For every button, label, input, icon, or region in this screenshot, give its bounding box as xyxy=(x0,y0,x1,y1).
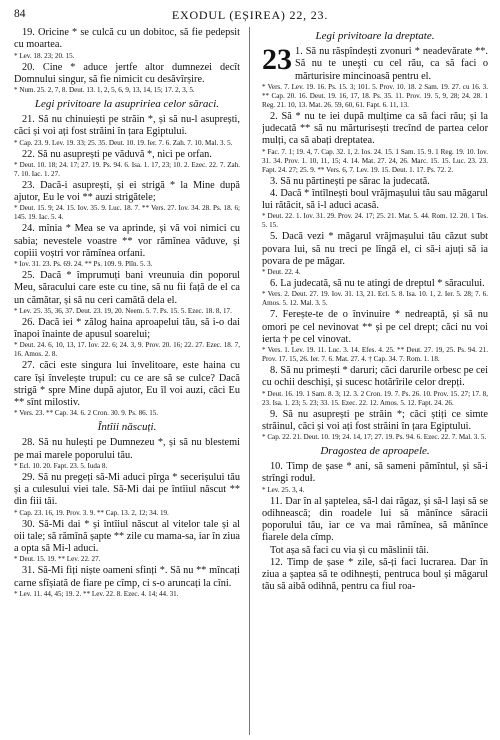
right-column xyxy=(262,27,488,735)
cross-reference: * Cap. 23. 9. Lev. 19. 33; 25. 35. Deut. 10. 19. Ier. 7. 6. Zah. 7. 10. Mal. 3. 5. xyxy=(14,138,233,147)
verse: 12. Timp de șase * zile, să-ți faci lucrarea. Dar în ziua a șaptea să te odihnești, pentruca boul și măgarul tău să aibă odihnă, pentru ca fiul roa- xyxy=(262,556,488,593)
cross-reference: * Lev. 11. 44, 45; 19. 2. ** Lev. 22. 8. Ezec. 4. 14; 44. 31. xyxy=(14,589,179,598)
cross-reference: * Vers. 7. Lev. 19. 16. Ps. 15. 3; 101. 5. Prov. 10. 18. 2 Sam. 19. 27. cu 16. 3. ** Cap. 20. 16. Deut. 19. 16, 17, 18. Ps. 35. 11. Prov. 19. 5, 9, 28; 24. 28. 1 Reg. 21. 10, 13. Mat. 26. 59, 60, 61. Fapt. 6. 11, 13. xyxy=(262,82,488,109)
cross-reference: * Deut. 10. 18; 24. 17; 27. 19. Ps. 94. 6. Isa. 1. 17, 23; 10. 2. Ezec. 22. 7. Zah. 7. 10. Iac. 1. 27. xyxy=(14,160,240,178)
verse: 9. Să nu asuprești pe străin *; căci știți ce simte străinul, căci și voi ați fost străini în țara Egiptului. xyxy=(262,408,488,432)
verse: 11. Dar în al șaptelea, să-l dai răgaz, și să-l lași să se odihnească; din roadele lui să mănînce săracii poporului tău, iar ce va mai rămînea, să mănînce fiarele dela cîmp. xyxy=(262,495,488,544)
cross-reference: * Lev. 25. 35, 36, 37. Deut. 23. 19, 20. Neem. 5. 7. Ps. 15. 5. Ezec. 18. 8, 17. xyxy=(14,306,232,315)
chapter-number: 23 xyxy=(262,43,292,76)
cross-reference: * Deut. 22. 1. Iov. 31. 29. Prov. 24. 17; 25. 21. Mat. 5. 44. Rom. 12. 20. 1 Tes. 5. 15. xyxy=(262,212,488,230)
cross-reference: * Iov. 31. 23. Ps. 69. 24. ** Ps. 109. 9. Plîn. 5. 3. xyxy=(14,260,153,268)
verse: 26. Dacă iei * zălog haina aproapelui tău, să i-o dai înapoi înainte de apusul soarelui; xyxy=(14,316,240,340)
cross-reference: * Fac. 7. 1; 19. 4, 7. Cap. 32. 1, 2. Ios. 24. 15. 1 Sam. 15. 9. 1 Reg. 19. 10. Iov. 31. 34. Prov. 1. 10, 11, 15; 4. 14. Mat. 27. 24, 26. Marc. 15. 15. Luc. 23. 23. Fapt. 24. 27; 25. 9. ** Vers. 6, 7. Lev. 19. 15. Deut. 1. 17. Ps. 72. 2. xyxy=(262,147,488,174)
section-heading: Dragostea de aproapele. xyxy=(320,445,430,457)
verse: 27. căci este singura lui învelitoare, este haina cu care își învelește trupul: cu ce are să se culce? Dacă strigă * spre Mine după ajutor, Eu îl voi auzi, căci Eu ** sînt milostiv. xyxy=(14,360,240,408)
cross-reference: * Deut. 15. 9; 24. 15. Iov. 35. 9. Luc. 18. 7. ** Vers. 27. Iov. 34. 28. Ps. 18. 6; 145. 19. Iac. 5. 4. xyxy=(14,204,240,222)
verse: 25. Dacă * împrumuți bani vreunuia din poporul Meu, săracului care este cu tine, să nu fii față de el ca un cămătar, și să nu ceri camătă dela el. xyxy=(14,270,240,306)
cross-reference: * Vers. 2. Deut. 27. 19. Iov. 31. 13, 21. Ecl. 5. 8. Isa. 10. 1, 2. Ier. 5. 28; 7. 6. Amos. 5. 12. Mal. 3. 5. xyxy=(262,290,488,308)
cross-reference: * Lev. 25. 3, 4. xyxy=(262,485,305,494)
cross-reference: * Lev. 18. 23; 20. 15. xyxy=(14,51,75,60)
cross-reference: * Deut. 24. 6, 10, 13, 17. Iov. 22. 6; 24. 3, 9. Prov. 20. 16; 22. 27. Ezec. 18. 7, 16. Amos. 2. 8. xyxy=(14,341,240,359)
cross-reference: * Num. 25. 2, 7, 8. Deut. 13. 1, 2, 5, 6, 9, 13, 14, 15; 17. 2, 3, 5. xyxy=(14,86,195,94)
left-column xyxy=(14,27,240,735)
verse: 23. Dacă-i asuprești, și ei strigă * la Mine după ajutor, Eu le voi ** auzi strigătele; xyxy=(14,179,240,203)
verse: 22. Să nu asuprești pe văduvă *, nici pe orfan. xyxy=(22,148,212,160)
verse: 8. Să nu primești * daruri; căci darurile orbesc pe cei cu ochii deschiși, și sucesc hotărîrile celor drepți. xyxy=(262,365,488,389)
verse: 10. Timp de șase * ani, să sameni pămîntul, și să-i strîngi roduł. xyxy=(262,461,488,485)
page-header xyxy=(14,8,486,24)
cross-reference: * Cap. 22. 21. Deut. 10. 19; 24. 14, 17; 27. 19. Ps. 94. 6. Ezec. 22. 7. Mal. 3. 5. xyxy=(262,433,487,441)
chapter-opening-verse xyxy=(262,43,488,83)
verse: 21. Să nu chinuiești pe străin *, și să nu-l asuprești, căci și voi ați fost străini în țara Egiptului. xyxy=(14,114,240,138)
cross-reference: * Deut. 15. 19. ** Lev. 22. 27. xyxy=(14,555,101,564)
verse: 3. Să nu părtinești pe sărac la judecată. xyxy=(270,175,430,187)
verse: 19. Oricine * se culcă cu un dobitoc, să fie pedepsit cu moartea. xyxy=(14,27,240,51)
verse: 4. Dacă * întîlnești boul vrăjmașului tău sau măgarul lui rătăcit, să i-l aduci acasă. xyxy=(262,187,488,211)
running-head: EXODUL (EȘIREA) 22, 23. xyxy=(171,8,329,22)
column-divider xyxy=(249,27,250,735)
cross-reference: * Deut. 16. 19. 1 Sam. 8. 3; 12. 3. 2 Cron. 19. 7. Ps. 26. 10. Prov. 15. 27; 17. 8, 23. Isa. 1. 23; 5. 23; 33. 15. Ezec. 22. 12. Amos. 5. 12. Fapt. 24. 26. xyxy=(262,389,488,407)
cross-reference: * Vers. 1. Lev. 19. 11. Luc. 3. 14. Efes. 4. 25. ** Deut. 27. 19, 25. Ps. 94. 21. Prov. 17. 15, 26. Ier. 7. 6. Mat. 27. 4. † Cap. 34. 7. Rom. 1. 18. xyxy=(262,346,488,363)
verse: 30. Să-Mi dai * și întîiul născut al vitelor tale și al oii tale; să rămînă șapte ** zile cu mama-sa, iar în ziua a opta să Mi-l aduci. xyxy=(14,518,240,554)
cross-reference: * Vers. 23. ** Cap. 34. 6. 2 Cron. 30. 9. Ps. 86. 15. xyxy=(14,409,159,418)
page-number: 84 xyxy=(14,8,26,20)
verse: 5. Dacă vezi * măgarul vrăjmașului tău căzut subt povara lui, să nu treci pe lîngă el, ci să-i ajuți să ia povara de pe măgar. xyxy=(262,231,488,267)
verse: Tot așa să faci cu via și cu măslinii tăi. xyxy=(270,544,429,556)
verse: 7. Ferește-te de o învinuire * nedreaptă, și să nu omori pe cel nevinovat ** și pe cel drept; căci nu voi ierta † pe cel vinovat. xyxy=(262,309,488,345)
verse: 24. mînia * Mea se va aprinde, și vă voi nimici cu sabia; nevestele voastre ** vor rămînea văduve, și copiii voștri vor rămînea orfani. xyxy=(14,223,240,259)
section-heading: Întîii născuți. xyxy=(97,421,157,434)
cross-reference: * Ecl. 10. 20. Fapt. 23. 5. Iuda 8. xyxy=(14,461,108,470)
verse: 31. Să-Mi fiți niște oameni sfinți *. Să nu ** mîncați carne sfîșiată de fiare pe cîmp, ci s-o aruncați la cîni. xyxy=(14,565,240,589)
section-heading: Legi privitoare la dreptate. xyxy=(315,30,435,42)
cross-reference: * Deut. 22. 4. xyxy=(262,268,301,276)
verse: 6. La judecată, să nu te atingi de dreptul * săracului. xyxy=(270,278,485,289)
verse: 29. Să nu pregeți să-Mi aduci pîrga * secerișului tău și a culesului viei tale. Să-Mi dai pe întîiul născut ** din fiii tăi. xyxy=(14,471,240,508)
verse: 28. Să nu hulești pe Dumnezeu *, și să nu blestemi pe mai marele poporului tău. xyxy=(14,437,240,461)
verse: 2. Să * nu te iei după mulțime ca să faci rău; și la judecată ** să nu mărturisești trecînd de partea celor mulți, ca să abați dreptatea. xyxy=(262,110,488,147)
verse-text: 1. Să nu răspîndești zvonuri * neadevărate **. Să nu te uneşti cu cel rău, ca să faci o mărturisire mincinoasă pentru el. xyxy=(295,46,488,82)
section-heading: Legi privitoare la asupririea celor săraci. xyxy=(34,98,220,110)
verse: 20. Cine * aduce jertfe altor dumnezei decît Domnului singur, să fie nimicit cu desăvîrșire. xyxy=(14,61,240,85)
cross-reference: * Cap. 23. 16, 19. Prov. 3. 9. ** Cap. 13. 2, 12; 34. 19. xyxy=(14,508,169,517)
